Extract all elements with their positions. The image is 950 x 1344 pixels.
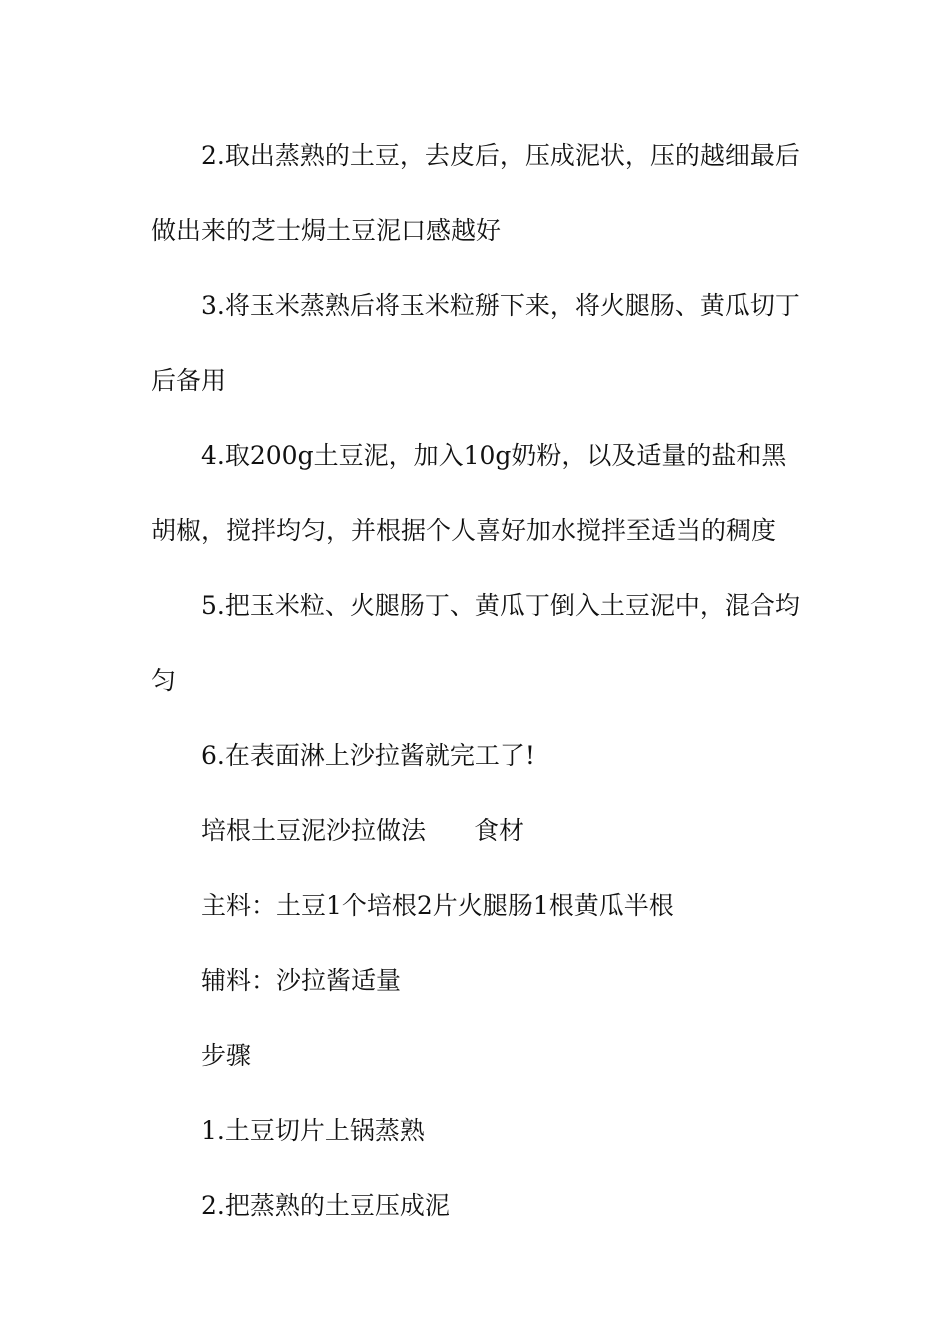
step-6-line: 6.在表面淋上沙拉酱就完工了! (201, 741, 535, 770)
ingredients-label: 食材 (474, 816, 525, 845)
bacon-step-2-line: 2.把蒸熟的土豆压成泥 (201, 1191, 450, 1220)
bacon-recipe-title: 培根土豆泥沙拉做法 (201, 816, 427, 845)
step-2-paragraph: 2.取出蒸熟的土豆，去皮后，压成泥状，压的越细最后做出来的芝士焗土豆泥口感越好 (151, 141, 800, 245)
steps-heading: 步骤 (201, 1041, 252, 1070)
step-5-paragraph: 5.把玉米粒、火腿肠丁、黄瓜丁倒入土豆泥中，混合均匀 (151, 591, 800, 695)
bacon-step-1-line: 1.土豆切片上锅蒸熟 (201, 1116, 425, 1145)
bacon-recipe-heading (151, 793, 801, 868)
step-4-paragraph: 4.取200g土豆泥，加入10g奶粉，以及适量的盐和黑胡椒，搅拌均匀，并根据个人喜好加水搅拌至适当的稠度 (151, 441, 787, 545)
main-ingredients-line: 主料：土豆1个培根2片火腿肠1根黄瓜半根 (201, 891, 674, 920)
auxiliary-ingredients-line: 辅料：沙拉酱适量 (201, 966, 402, 995)
step-3-paragraph: 3.将玉米蒸熟后将玉米粒掰下来，将火腿肠、黄瓜切丁后备用 (151, 291, 800, 395)
document-body (151, 118, 801, 1243)
